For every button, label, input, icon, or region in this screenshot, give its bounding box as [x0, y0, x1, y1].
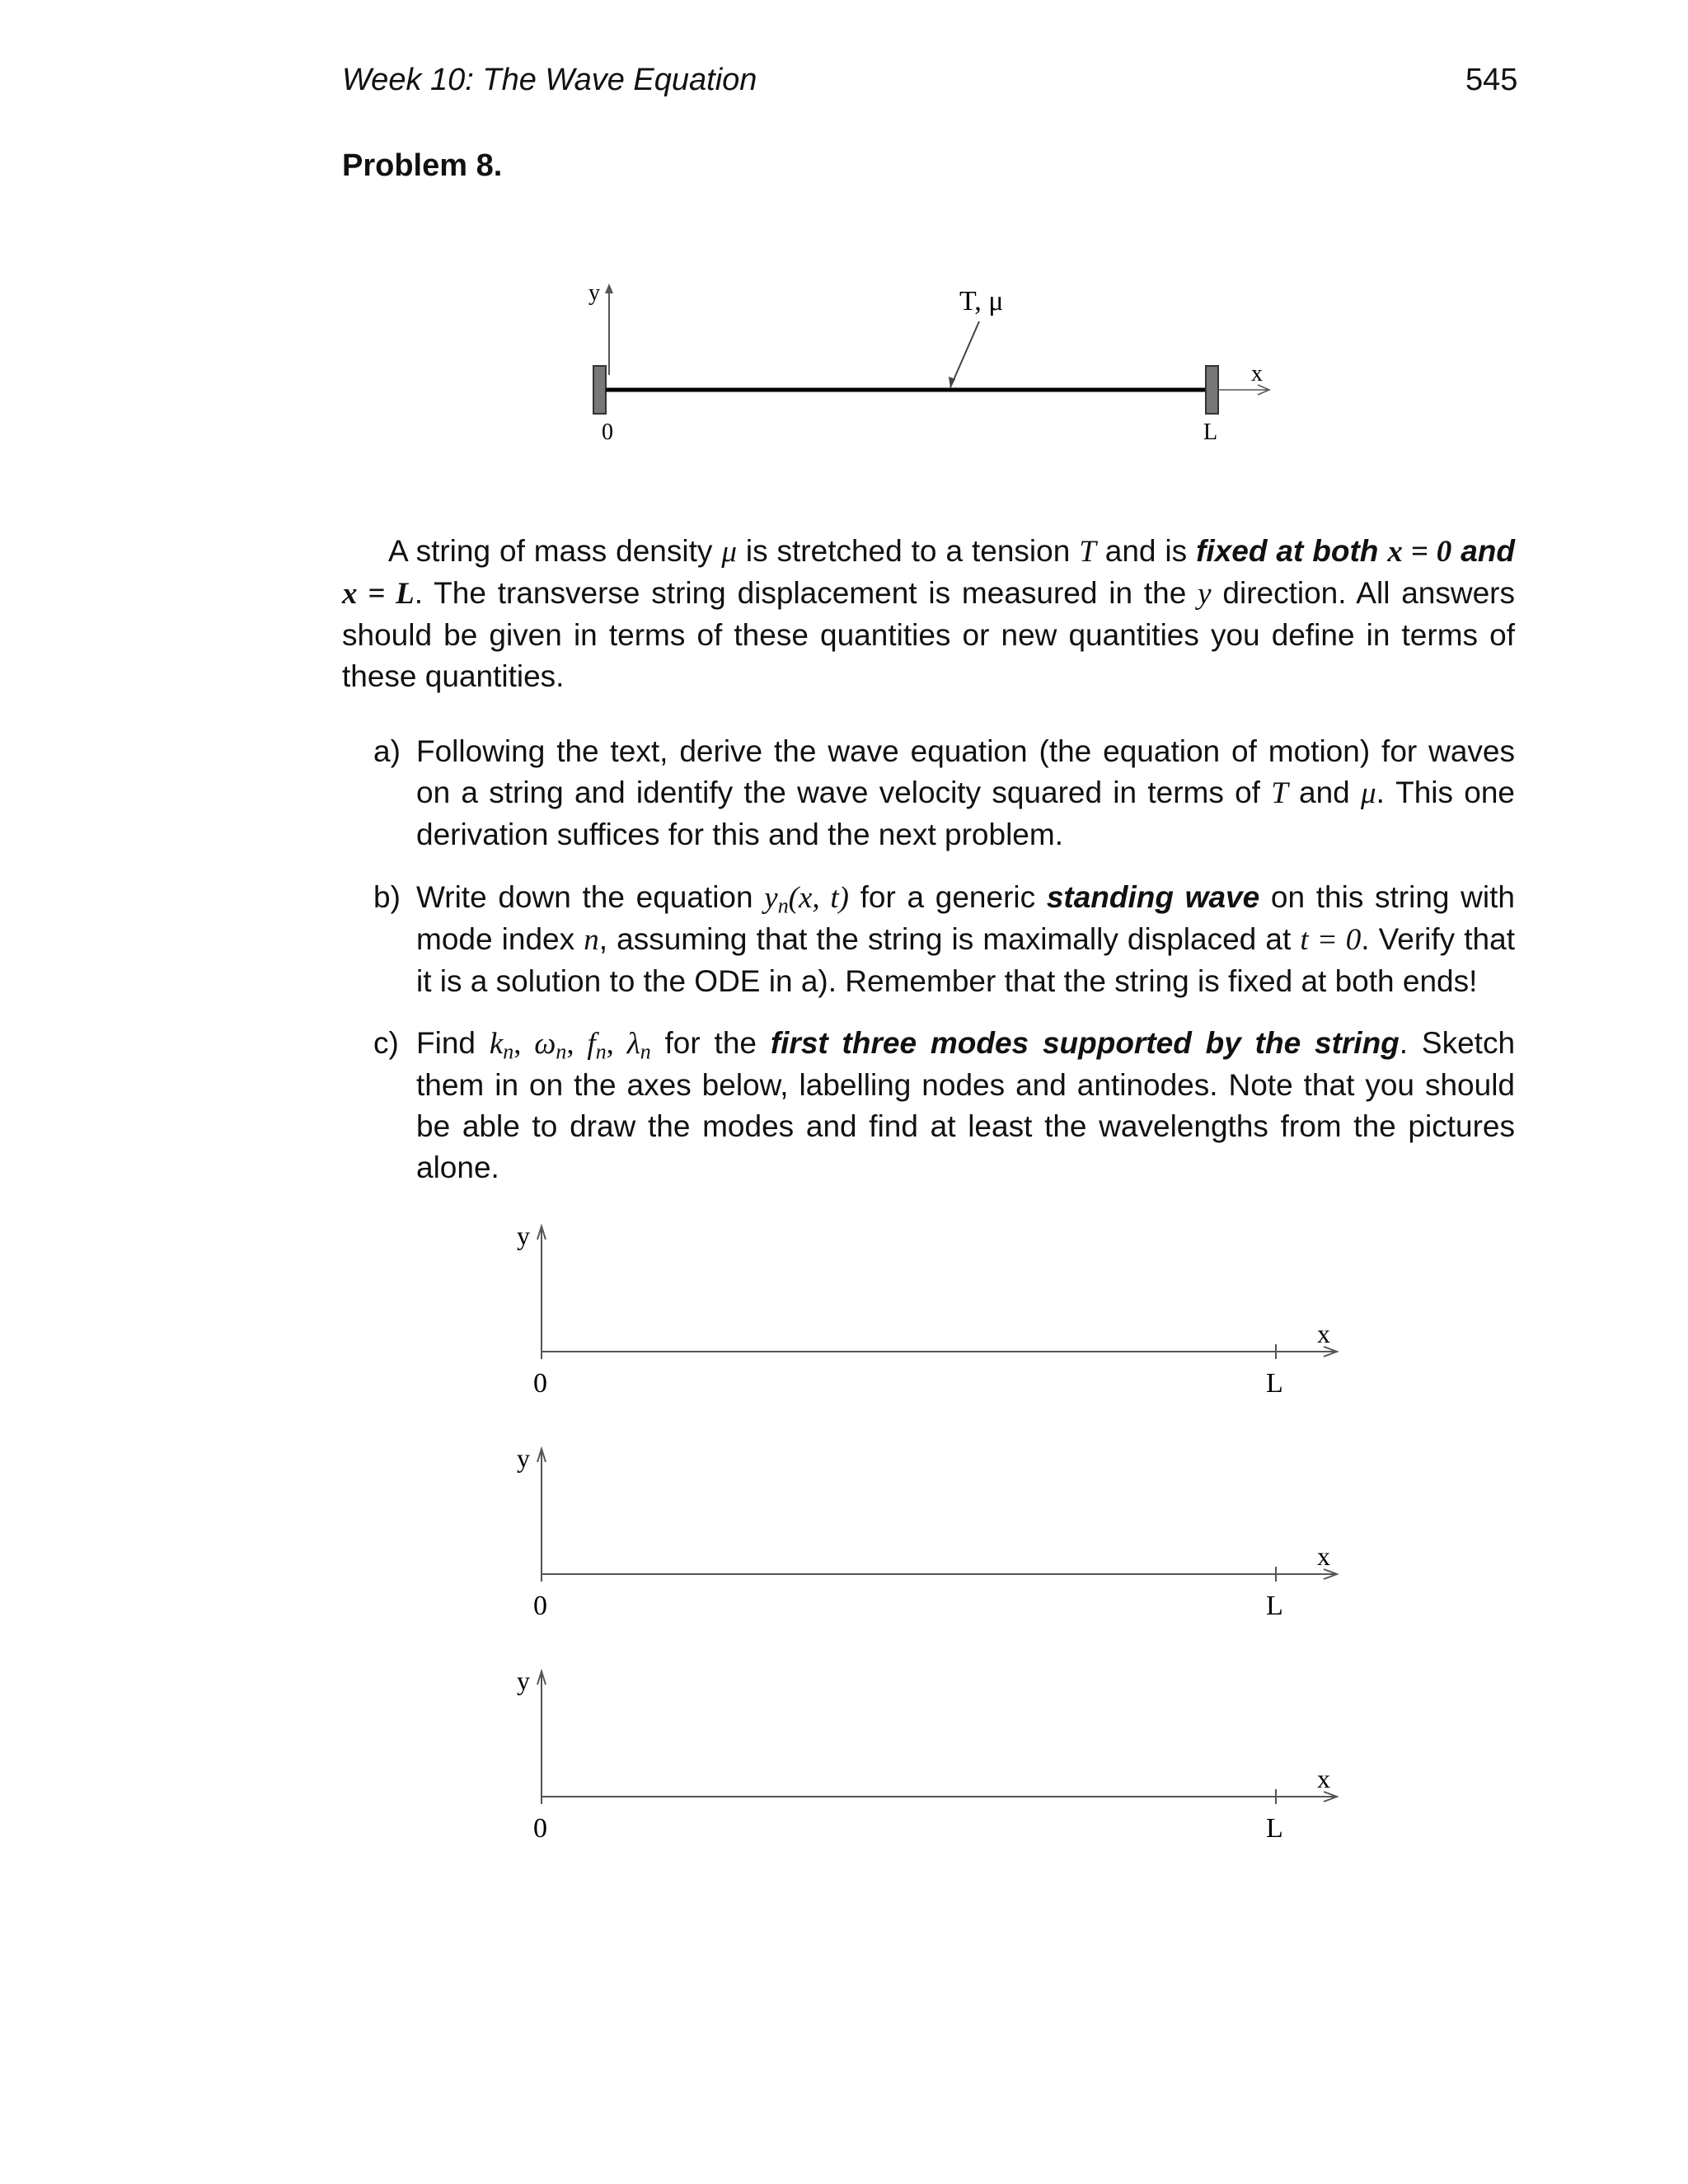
intro-text-4: . The transverse string displacement is measured in the: [414, 576, 1198, 610]
math-subscript-n: n: [556, 1039, 567, 1064]
part-a-text-1: Following the text, derive the wave equation (the equation of motion) for waves on a string and identify the wave velocity squared in terms of: [416, 734, 1515, 809]
math-subscript-n: n: [595, 1039, 607, 1064]
math-f: f: [587, 1027, 596, 1061]
left-clamp: [593, 366, 606, 414]
part-a-text: [416, 731, 1515, 855]
part-a-label: a): [373, 734, 401, 768]
figure-y-label: y: [588, 280, 600, 306]
figure-y-arrowhead: [605, 284, 613, 293]
page-number: 545: [1465, 63, 1518, 97]
intro-text-2: is stretched to a tension: [736, 534, 1080, 568]
math-n: n: [584, 923, 599, 957]
math-subscript-n: n: [640, 1039, 651, 1064]
part-b-text: [416, 877, 1515, 1002]
math-comma: ,: [606, 1027, 627, 1061]
part-b-text-5: . Verify that it is a solution to the ODE in a). Remember that the string is fixed at both ends!: [416, 922, 1515, 998]
part-a-text-2: and: [1287, 776, 1361, 809]
math-t-equals-0: t = 0: [1300, 923, 1362, 957]
string-figure: [577, 272, 1302, 470]
math-y-symbol: y: [764, 881, 778, 915]
part-b-text-4: , assuming that the string is maximally displaced at: [598, 922, 1301, 956]
sketch-x-label: x: [1317, 1319, 1330, 1348]
part-c-text-2: for the: [650, 1026, 771, 1060]
problem-heading: Problem 8.: [342, 148, 503, 183]
part-c-emphasis: first three modes supported by the string: [770, 1026, 1400, 1060]
part-b-emphasis: standing wave: [1046, 880, 1260, 914]
running-head: Week 10: The Wave Equation: [342, 63, 757, 97]
figure-x-label: x: [1251, 361, 1263, 387]
math-yn: [764, 881, 849, 918]
part-b-text-1: Write down the equation: [416, 880, 765, 914]
part-b-text-2: for a generic: [848, 880, 1047, 914]
sketch-x-label: x: [1317, 1764, 1330, 1793]
part-b: [373, 877, 1515, 1002]
sketch-y-label: y: [517, 1221, 530, 1250]
intro-text-3: and is: [1095, 534, 1197, 568]
intro-text-5: direction. All answers should be given in terms of these quantities or new quantities you define in terms of these quantities.: [342, 576, 1515, 693]
part-c-label: c): [373, 1026, 399, 1060]
math-lambda: λ: [626, 1027, 640, 1061]
math-x-equals-0: x = 0: [1387, 535, 1452, 569]
tension-label: T, μ: [959, 286, 1004, 316]
part-c: [373, 1023, 1515, 1188]
math-omega: ω: [534, 1027, 556, 1061]
math-T: T: [1271, 776, 1288, 810]
intro-text-1: A string of mass density: [388, 534, 722, 568]
part-a-text-3: . This one derivation suffices for this and the next problem.: [416, 776, 1515, 851]
intro-paragraph: [342, 531, 1515, 697]
part-a: [373, 731, 1515, 855]
right-clamp: [1206, 366, 1218, 414]
tension-pointer: [950, 321, 979, 387]
figure-end-label: L: [1203, 419, 1218, 445]
math-subscript-n: n: [777, 893, 789, 918]
sketch-axes-1: [503, 1212, 1376, 1418]
sketch-axes-3: [503, 1657, 1376, 1863]
sketch-y-label: y: [517, 1666, 530, 1695]
sketch-axes-2: [503, 1434, 1376, 1640]
math-T: T: [1079, 535, 1096, 569]
sketch-origin-label: 0: [533, 1368, 547, 1399]
intro-emphasis-2: and: [1451, 534, 1515, 568]
math-comma: ,: [566, 1027, 588, 1061]
math-mu: μ: [1361, 776, 1376, 810]
sketch-y-label: y: [517, 1443, 530, 1473]
math-x-equals-L: x = L: [342, 577, 415, 611]
part-b-label: b): [373, 880, 401, 914]
math-mode-quantities: [489, 1027, 651, 1064]
sketch-end-label: L: [1266, 1813, 1283, 1844]
sketch-end-label: L: [1266, 1591, 1283, 1621]
math-args: (x, t): [788, 881, 849, 915]
sketch-x-label: x: [1317, 1541, 1330, 1571]
math-subscript-n: n: [503, 1039, 514, 1064]
figure-origin-label: 0: [602, 419, 613, 445]
math-mu: μ: [721, 535, 737, 569]
part-c-text-1: Find: [416, 1026, 490, 1060]
intro-emphasis-1: fixed at both: [1196, 534, 1388, 568]
part-c-text: [416, 1023, 1515, 1188]
part-b-text-3: on this string with mode index: [416, 880, 1515, 956]
math-comma: ,: [513, 1027, 535, 1061]
sketch-origin-label: 0: [533, 1591, 547, 1621]
part-c-text-3: . Sketch them in on the axes below, labelling nodes and antinodes. Note that you should be able to draw the modes and find at least the wavelengths from the pictures alone.: [416, 1026, 1516, 1184]
math-y: y: [1198, 577, 1212, 611]
sketch-origin-label: 0: [533, 1813, 547, 1844]
math-k: k: [489, 1027, 504, 1061]
sketch-end-label: L: [1266, 1368, 1283, 1399]
